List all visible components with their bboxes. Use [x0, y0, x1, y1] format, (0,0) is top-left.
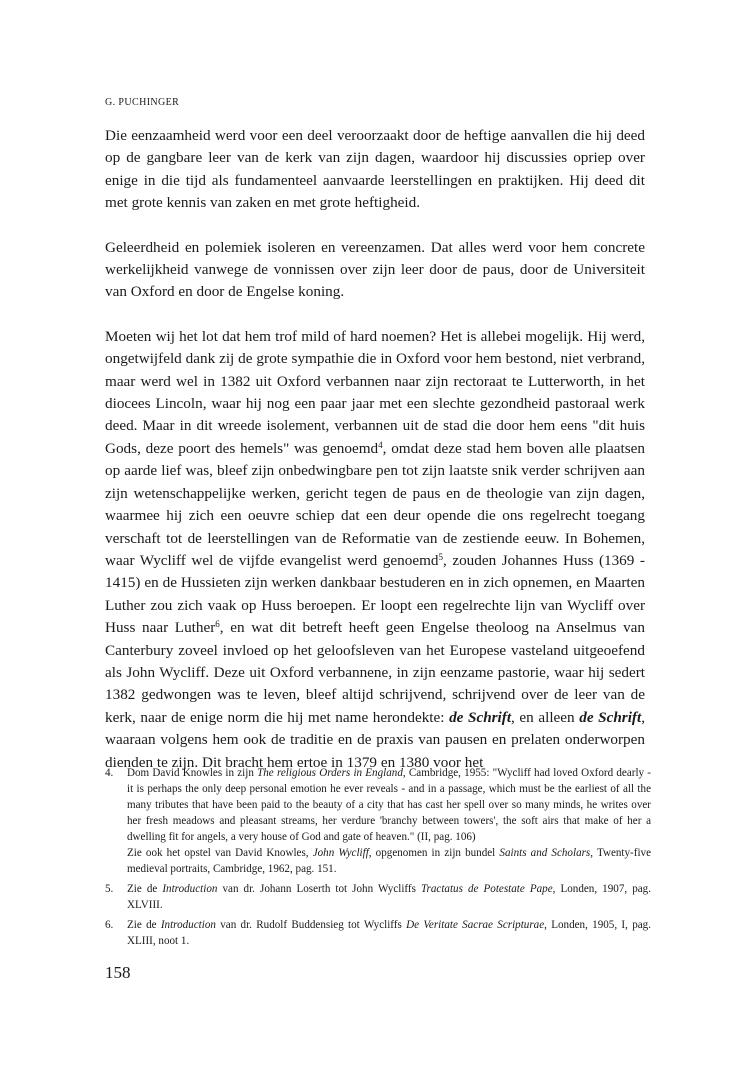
- footnote-title: John Wycliff: [312, 847, 369, 859]
- emphasis-de-schrift: de Schrift: [579, 708, 642, 726]
- paragraph-3-text: , zouden Johannes Huss (1369 - 1415) en de Hussieten zijn werken dankbaar bestuderen en in zich opnemen, en Maarten Luther zou zich vaak op Huss beroepen. Er loopt een regelrechte lijn van Wycliff over Huss naar Luther: [105, 551, 645, 637]
- page-number: 158: [105, 963, 131, 982]
- body-text: [105, 125, 645, 796]
- footnote-text: Zie ook het opstel van David Knowles,: [127, 847, 313, 859]
- footnote-text: van dr. Rudolf Buddensieg tot Wycliffs: [215, 919, 407, 931]
- emphasis-de-schrift: de Schrift: [449, 708, 512, 726]
- footnote-text: , opgenomen in zijn bundel: [368, 847, 500, 859]
- footnote-title: Tractatus de Potestate Pape: [421, 883, 553, 895]
- footnote-text: , Twenty-five medieval portraits, Cambridge, 1962, pag. 151.: [127, 847, 652, 875]
- footnote-5-body: [127, 881, 651, 913]
- running-head: G. PUCHINGER: [105, 97, 180, 108]
- footnote-title: Introduction: [162, 883, 218, 895]
- paragraph-3-text: Moeten wij het lot dat hem trof mild of hard noemen? Het is allebei mogelijk. Hij werd, ongetwijfeld dank zij de grote sympathie die in Oxford voor hem bestond, niet verbrand, maar werd wel in 1382 uit Oxford verbannen naar zijn rectoraat te Lutterworth, in het diocees Lincoln, waar hij nog een paar jaar met een slechte gezondheid pastoraal werk deed. Maar in dit wreede isolement, verbannen uit de stad die door hem eens "dit huis Gods, deze poort des hemels" was genoemd: [105, 327, 645, 457]
- footnote-text: Zie de: [127, 883, 163, 895]
- footnote-number: 4.: [105, 767, 114, 779]
- paragraph-2: Geleerdheid en polemiek isoleren en vereenzamen. Dat alles werd voor hem concrete werkelijkheid vanwege de vonnissen over zijn leer door de paus, door de Universiteit van Oxford en door de Engelse koning.: [105, 238, 645, 301]
- footnote-text: , Londen, 1905, I, pag. XLIII, noot 1.: [127, 919, 651, 947]
- footnote-ref-4[interactable]: 4: [378, 439, 383, 450]
- footnote-text: , Cambridge, 1955: "Wycliff had loved Oxford dearly - it is perhaps the only deep personal emotion he ever reveals - and in a passage, which must be the earliest of all the many tributes that have been paid to the beauty of a city that has cast her spell over so many minds, he writes over her fresh meadows and pleasant streams, her verdure 'branchy between towers', the soft airs that make of her a dwelling fit for angels, a very house of God and gate of heaven." (II, pag. 106): [127, 767, 652, 843]
- footnote-title: Introduction: [160, 919, 216, 931]
- paragraph-3-text: , en wat dit betreft heeft geen Engelse theoloog na Anselmus van Canterbury zoveel invloed op het geloofsleven van het Europese vasteland uitgeoefend als John Wycliff. Deze uit Oxford verbannene, in zijn eenzame pastorie, waar hij sedert 1382 gedwongen was te leven, bleef altijd schrijvend, schrijvend over de leer van de kerk, naar de enige norm die hij met name herondekte:: [105, 619, 646, 726]
- footnote-6-body: [127, 917, 651, 949]
- footnote-text: Zie de: [127, 919, 161, 931]
- footnote-title: Saints and Scholars: [499, 847, 591, 859]
- footnote-4: [105, 765, 651, 877]
- footnote-text: Dom David Knowles in zijn: [127, 767, 258, 779]
- footnote-ref-6[interactable]: 6: [215, 619, 220, 630]
- paragraph-1: Die eenzaamheid werd voor een deel veroorzaakt door de heftige aanvallen die hij deed op de gangbare leer van de kerk van zijn dagen, waardoor hij discussies opriep over enige in die tijd als fundamenteel aanvaarde leerstellingen en praktijken. Hij deed dit met grote kennis van zaken en met grote heftigheid.: [105, 127, 645, 212]
- footnote-4-see-also: [127, 845, 651, 877]
- paragraph-3-text: , en alleen: [511, 708, 580, 726]
- paragraph-3-text: , omdat deze stad hem boven alle plaatsen op aarde lief was, bleef zijn onbedwingbare pen tot zijn laatste snik verder schrijven aan zijn wetenschappelijke werken, gericht tegen de paus en de theologie van zijn dagen, waarmee hij zich een oeuvre schiep dat een deur opende die ons regelrecht toegang verschaft tot de leerstellingen van de Reformatie van de zestiende eeuw. In Bohemen, waar Wycliff wel de vijfde evangelist werd genoemd: [105, 439, 646, 569]
- footnote-text: van dr. Johann Loserth tot John Wycliffs: [217, 883, 421, 895]
- footnote-number: 5.: [105, 883, 114, 895]
- footnote-title: De Veritate Sacrae Scripturae: [406, 919, 545, 931]
- footnote-title: The religious Orders in England: [257, 767, 403, 779]
- paragraph-3: [105, 326, 645, 774]
- footnote-ref-5[interactable]: 5: [438, 551, 443, 562]
- footnotes: [105, 765, 651, 953]
- footnote-text: , Londen, 1907, pag. XLVIII.: [127, 883, 651, 911]
- footnote-5: [105, 881, 651, 913]
- footnote-number: 6.: [105, 919, 114, 931]
- footnote-6: [105, 917, 651, 949]
- paragraph-3-text: , waaraan volgens hem ook de traditie en de praxis van pausen en prelaten onderworpen dienden te zijn. Dit bracht hem ertoe in 1379 en 1380 voor het: [105, 708, 645, 771]
- footnote-4-body: [127, 765, 651, 845]
